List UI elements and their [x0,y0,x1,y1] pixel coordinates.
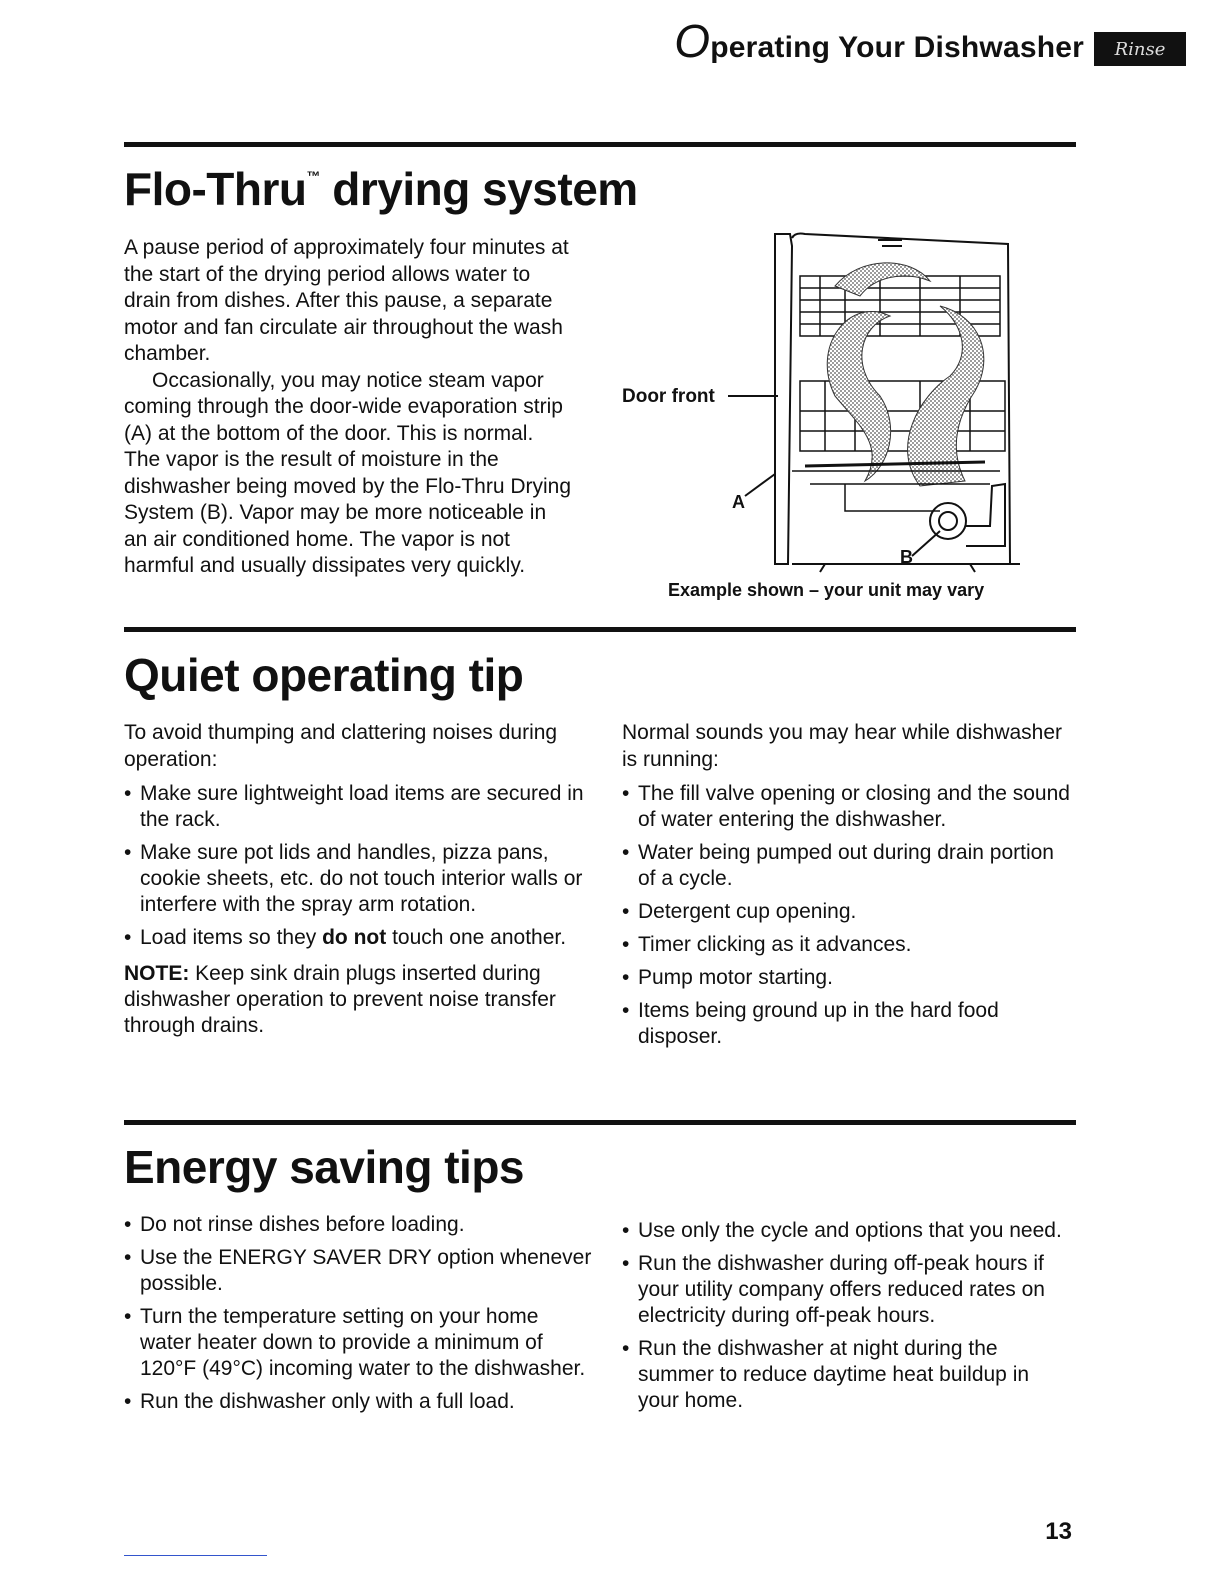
quiet-right-intro: Normal sounds you may hear while dishwasher is running: [622,721,1063,771]
header-title-initial: O [674,15,711,67]
list-item-emphasis: do not [322,926,387,949]
fan-motor [930,484,1005,546]
list-item: • Run the dishwasher during off-peak hours if your utility company offers reduced rates on electricity during off-peak hours. [622,1251,1074,1329]
list-item: • Make sure pot lids and handles, pizza pans, cookie sheets, etc. do not touch interior walls or interfere with the spray arm rotation. [124,840,584,918]
airflow-swirl-left [827,311,890,481]
quiet-title: Quiet operating tip [124,649,524,701]
flo-thru-title-rest: drying system [320,163,638,215]
section-divider [124,627,1076,632]
airflow-swirl-right [908,306,984,486]
list-item: • Pump motor starting. [622,965,1072,991]
flo-thru-para-2 [124,368,574,580]
section-divider [124,1120,1076,1125]
drying-system-diagram [620,226,1040,586]
quiet-note [124,961,584,1039]
list-item: • Make sure lightweight load items are secured in the rack. [124,781,584,833]
list-item-text: Load items so they [140,926,323,949]
quiet-left-list [124,781,584,951]
quiet-left-column [124,720,584,1060]
flo-thru-title [124,162,638,216]
note-text: Keep sink drain plugs inserted during dishwasher operation to prevent noise transfer through drains. [124,962,556,1037]
label-a-leader [745,474,775,496]
base-frame [820,564,1020,572]
note-label: NOTE: [124,962,190,985]
list-item: • Use the ENERGY SAVER DRY option whenever possible. [124,1245,594,1297]
label-a: A [732,492,745,512]
door-front-label: Door front [622,386,715,407]
list-item: • Water being pumped out during drain portion of a cycle. [622,840,1072,892]
footer-line [124,1555,267,1556]
flo-thru-para-1: A pause period of approximately four minutes at the start of the drying period allows water to drain from dishes. After this pause, a separate motor and fan circulate air throughout the wash chamber. [124,236,569,365]
energy-right-list [622,1218,1074,1414]
list-item-text: touch one another. [386,926,567,949]
list-item: • Run the dishwasher at night during the summer to reduce daytime heat buildup in your home. [622,1336,1074,1414]
page-number: 13 [1045,1518,1072,1545]
list-item: • Do not rinse dishes before loading. [124,1212,594,1238]
energy-left-list [124,1212,594,1415]
energy-title: Energy saving tips [124,1141,525,1193]
list-item: • Detergent cup opening. [622,899,1072,925]
list-item: • Use only the cycle and options that you need. [622,1218,1074,1244]
header-title [674,15,1084,74]
list-item: • Items being ground up in the hard food disposer. [622,998,1072,1050]
section-tab-label: Rinse [1114,38,1166,60]
diagram-caption: Example shown – your unit may vary [668,580,985,600]
page-header [674,15,1186,74]
list-item [124,925,584,951]
list-item: • Turn the temperature setting on your home water heater down to provide a minimum of 120°F (49°C) incoming water to the dishwasher. [124,1304,594,1382]
quiet-right-list [622,781,1072,1050]
quiet-right-column [622,720,1072,1057]
list-item: • Run the dishwasher only with a full load. [124,1389,594,1415]
flo-thru-body [124,235,574,580]
flo-thru-para-2-text: Occasionally, you may notice steam vapor coming through the door-wide evaporation strip (A) at the bottom of the door. This is normal. The vapor is the result of moisture in the dishwasher being moved by the Flo-Thru Drying System (B). Vapor may be more noticeable in an air conditioned home. The vapor is not harmful and usually dissipates very quickly. [124,368,572,577]
flo-thru-title-main: Flo-Thru [124,163,307,215]
energy-right-column [622,1218,1074,1421]
top-vent [878,240,902,246]
quiet-left-intro: To avoid thumping and clattering noises during operation: [124,721,558,771]
list-item: • Timer clicking as it advances. [622,932,1072,958]
list-item: • The fill valve opening or closing and the sound of water entering the dishwasher. [622,781,1072,833]
tub-floor [792,471,1000,511]
trademark-symbol: ™ [306,168,320,184]
airflow-swirl-top [835,263,930,296]
label-b: B [900,547,913,567]
section-divider [124,142,1076,147]
energy-left-column [124,1212,594,1422]
door-panel-outline [775,234,792,564]
header-title-rest: perating Your Dishwasher [710,31,1084,64]
section-tab-logo [1094,32,1186,66]
label-b-leader [912,531,940,556]
